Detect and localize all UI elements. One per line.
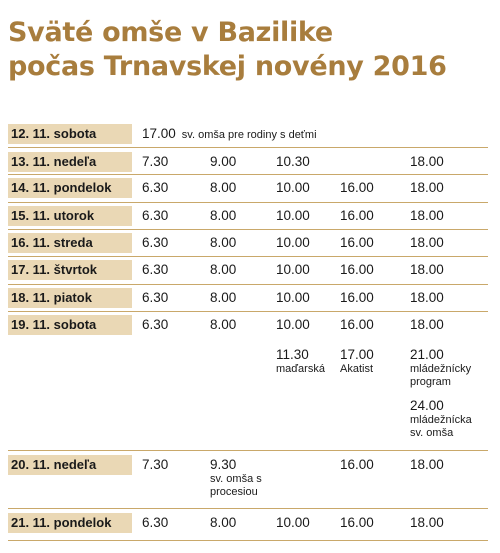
- mass-time-cell: [142, 126, 317, 143]
- mass-note: sv. omša pre rodiny s deťmi: [181, 129, 317, 141]
- mass-time-cell: [276, 515, 310, 531]
- mass-time: 24.00: [410, 398, 444, 413]
- mass-time: 18.00: [410, 262, 444, 277]
- mass-time: 8.00: [210, 180, 237, 195]
- mass-time-cell: [340, 317, 374, 333]
- mass-time-cell: [340, 515, 374, 531]
- row-divider: [8, 311, 488, 312]
- mass-time-cell: [276, 290, 310, 306]
- mass-time: 10.00: [276, 290, 310, 305]
- mass-time-cell: [410, 290, 444, 306]
- mass-time: 6.30: [142, 290, 169, 305]
- mass-time-cell: [276, 347, 325, 376]
- mass-note: maďarská: [276, 363, 325, 375]
- mass-time-cell: [210, 180, 236, 196]
- mass-time: 18.00: [410, 208, 444, 223]
- mass-time-cell: [142, 180, 168, 196]
- day-label: 12. 11. sobota: [8, 124, 132, 144]
- mass-time: 6.30: [142, 515, 169, 530]
- mass-time-cell: [340, 208, 374, 224]
- mass-time-cell: [276, 180, 310, 196]
- mass-time: 8.00: [210, 208, 237, 223]
- day-label: 16. 11. streda: [8, 233, 132, 253]
- mass-time: 6.30: [142, 180, 169, 195]
- mass-time-cell: [142, 317, 168, 333]
- row-divider: [8, 450, 488, 451]
- mass-time: 8.00: [210, 515, 237, 530]
- mass-time: 10.00: [276, 262, 310, 277]
- day-label: 14. 11. pondelok: [8, 178, 132, 198]
- mass-time-cell: [410, 317, 444, 333]
- day-label: 21. 11. pondelok: [8, 513, 132, 533]
- mass-time-cell: [276, 208, 310, 224]
- mass-time-cell: [410, 515, 444, 531]
- mass-time-cell: [410, 262, 444, 278]
- mass-time: 16.00: [340, 180, 374, 195]
- mass-time: 6.30: [142, 235, 169, 250]
- mass-time-cell: [210, 262, 236, 278]
- mass-time-cell: [410, 208, 444, 224]
- row-divider: [8, 256, 488, 257]
- mass-time: 6.30: [142, 208, 169, 223]
- mass-time-cell: [410, 398, 478, 440]
- mass-time-cell: [340, 262, 374, 278]
- mass-time: 18.00: [410, 290, 444, 305]
- mass-time: 8.00: [210, 262, 237, 277]
- mass-time-cell: [142, 154, 168, 170]
- mass-time-cell: [276, 317, 310, 333]
- mass-time: 18.00: [410, 457, 444, 472]
- mass-time: 7.30: [142, 457, 169, 472]
- day-label: 17. 11. štvrtok: [8, 260, 132, 280]
- mass-time: 10.00: [276, 180, 310, 195]
- mass-time-cell: [210, 290, 236, 306]
- mass-time-cell: [210, 515, 236, 531]
- mass-time-cell: [340, 347, 374, 376]
- row-divider: [8, 540, 488, 541]
- mass-time-cell: [142, 290, 168, 306]
- mass-time-cell: [340, 290, 374, 306]
- mass-time: 9.30: [210, 457, 237, 472]
- mass-time: 10.00: [276, 208, 310, 223]
- mass-time-cell: [276, 262, 310, 278]
- mass-time: 16.00: [340, 290, 374, 305]
- mass-time-cell: [210, 208, 236, 224]
- day-label: 15. 11. utorok: [8, 206, 132, 226]
- row-divider: [8, 202, 488, 203]
- mass-time-cell: [410, 180, 444, 196]
- mass-time-cell: [210, 154, 236, 170]
- mass-time: 17.00: [340, 347, 374, 362]
- mass-time-cell: [410, 235, 444, 251]
- mass-time-cell: [340, 457, 374, 473]
- mass-time: 8.00: [210, 235, 237, 250]
- mass-time: 10.00: [276, 235, 310, 250]
- mass-time: 11.30: [276, 347, 309, 362]
- title-line-2: počas Trnavskej novény 2016: [8, 51, 447, 82]
- mass-time-cell: [340, 235, 374, 251]
- mass-time-cell: [142, 208, 168, 224]
- mass-time: 8.00: [210, 290, 237, 305]
- mass-time-cell: [142, 515, 168, 531]
- mass-time-cell: [410, 154, 444, 170]
- mass-time-cell: [210, 235, 236, 251]
- mass-time: 16.00: [340, 208, 374, 223]
- mass-time: 17.00: [142, 126, 176, 141]
- mass-time-cell: [340, 180, 374, 196]
- day-label: 18. 11. piatok: [8, 288, 132, 308]
- mass-time: 16.00: [340, 515, 374, 530]
- mass-time: 8.00: [210, 317, 237, 332]
- row-divider: [8, 508, 488, 509]
- mass-note: Akatist: [340, 363, 374, 375]
- mass-time-cell: [210, 457, 290, 499]
- mass-time: 9.00: [210, 154, 237, 169]
- mass-time: 16.00: [340, 235, 374, 250]
- mass-note: sv. omša s procesiou: [210, 473, 262, 498]
- mass-time: 18.00: [410, 154, 444, 169]
- mass-time: 16.00: [340, 457, 374, 472]
- mass-time-cell: [210, 317, 236, 333]
- mass-time: 21.00: [410, 347, 444, 362]
- mass-time: 10.30: [276, 154, 310, 169]
- mass-note: mládežnícky program: [410, 363, 472, 388]
- mass-time: 7.30: [142, 154, 169, 169]
- mass-time-cell: [142, 262, 168, 278]
- mass-note: mládežnícka sv. omša: [410, 414, 472, 439]
- mass-time-cell: [142, 457, 168, 473]
- mass-time: 16.00: [340, 317, 374, 332]
- mass-time: 10.00: [276, 515, 310, 530]
- row-divider: [8, 229, 488, 230]
- mass-time-cell: [276, 235, 310, 251]
- row-divider: [8, 174, 488, 175]
- row-divider: [8, 147, 488, 148]
- mass-time-cell: [410, 457, 444, 473]
- title-line-1: Sväté omše v Bazilike: [8, 17, 333, 48]
- mass-time: 18.00: [410, 515, 444, 530]
- row-divider: [8, 284, 488, 285]
- mass-time: 6.30: [142, 317, 169, 332]
- mass-time: 16.00: [340, 262, 374, 277]
- mass-time: 18.00: [410, 180, 444, 195]
- mass-time: 18.00: [410, 235, 444, 250]
- day-label: 13. 11. nedeľa: [8, 152, 132, 172]
- mass-time-cell: [276, 154, 310, 170]
- day-label: 19. 11. sobota: [8, 315, 132, 335]
- mass-time-cell: [142, 235, 168, 251]
- mass-time: 18.00: [410, 317, 444, 332]
- mass-time: 6.30: [142, 262, 169, 277]
- mass-time: 10.00: [276, 317, 310, 332]
- mass-time-cell: [410, 347, 478, 389]
- day-label: 20. 11. nedeľa: [8, 455, 132, 475]
